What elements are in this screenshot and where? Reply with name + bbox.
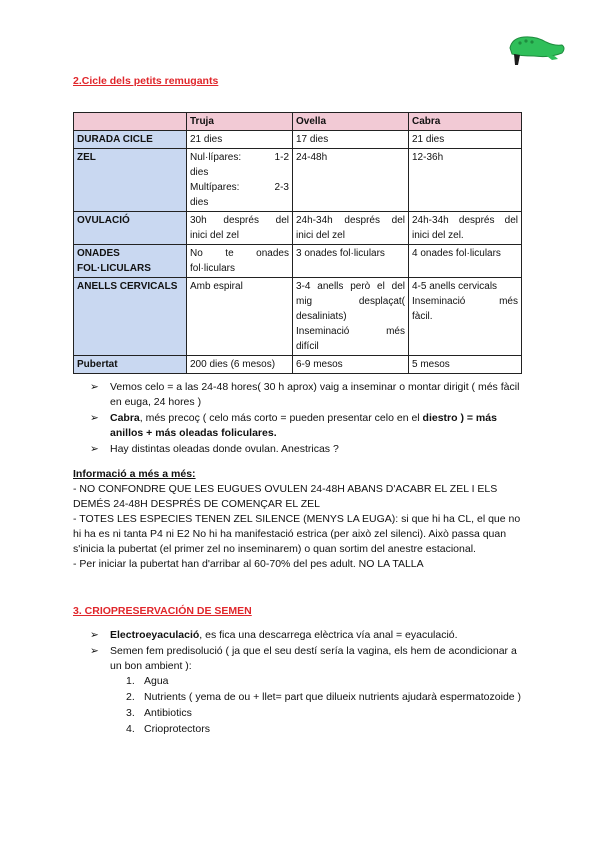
header-cell: Truja: [187, 113, 293, 131]
list-item: [90, 644, 530, 674]
list-text: Antibiotics: [144, 707, 192, 719]
info-paragraph: - NO CONFONDRE QUE LES EUGUES OVULEN 24-48H ABANS D'ACABR EL ZEL I ELS DEMÉS 24-48H DESPRÉS DE COMENÇAR EL ZEL: [73, 483, 498, 510]
table-cell: 200 dies (6 mesos): [187, 356, 293, 374]
list-text: Agua: [144, 675, 169, 687]
bullet-text: Vemos celo = a las 24-48 hores( 30 h aprox) vaig a inseminar o montar dirigit ( més fàcil en euga, 24 hores ): [110, 381, 520, 408]
table-cell: 3 onades fol·liculars: [293, 245, 409, 278]
list-text: Crioprotectors: [144, 723, 210, 735]
table-row: [74, 245, 522, 278]
list-number: 4.: [126, 723, 135, 735]
list-number: 1.: [126, 675, 135, 687]
bullet-text: Semen fem predisolució ( ja que el seu destí sería la vagina, els hem de acondicionar a un bon ambient ):: [110, 645, 517, 672]
numbered-list: [126, 674, 530, 738]
extra-info: [73, 467, 528, 572]
table-cell: 12-36h: [409, 149, 522, 212]
cell-line: No te onades: [190, 248, 289, 259]
table-cell: 17 dies: [293, 131, 409, 149]
table-row: [74, 356, 522, 374]
cell-line: 3-4 anells però el del: [296, 281, 405, 292]
table-cell: [187, 212, 293, 245]
table-cell: 21 dies: [187, 131, 293, 149]
table-cell: 5 mesos: [409, 356, 522, 374]
cell-line: 24h-34h després del: [412, 215, 518, 226]
list-item: [126, 674, 530, 689]
cell-line: fol·liculars: [190, 263, 236, 274]
cell-line: 4-5 anells cervicals: [412, 281, 498, 292]
list-item: [90, 380, 530, 410]
table-cell: [293, 278, 409, 356]
cycle-table: [73, 112, 522, 374]
arrow-bullet-icon: ➢: [90, 412, 99, 424]
cell-line: Inseminació més: [296, 326, 405, 337]
table-row: [74, 149, 522, 212]
list-number: 2.: [126, 691, 135, 703]
table-cell: [187, 149, 293, 212]
list-item: [90, 411, 530, 441]
extra-info-title: Informació a més a més:: [73, 468, 196, 480]
row-label: ANELLS CERVICALS: [74, 278, 187, 356]
table-cell: [187, 245, 293, 278]
cell-line: 30h després del: [190, 215, 289, 226]
section-3-title: 3. CRIOPRESERVACIÓN DE SEMEN: [73, 605, 252, 617]
table-cell: 6-9 mesos: [293, 356, 409, 374]
list-item: [126, 690, 530, 705]
table-cell: [409, 212, 522, 245]
list-item: [90, 442, 530, 457]
list-item: [126, 722, 530, 737]
table-cell: 4 onades fol·liculars: [409, 245, 522, 278]
table-cell: 21 dies: [409, 131, 522, 149]
table-cell: [409, 278, 522, 356]
cell-line: dies: [190, 197, 209, 208]
bullet-text: , es fica una descarrega elèctrica vía anal = eyaculació.: [199, 629, 458, 641]
bullet-bold: Cabra: [110, 412, 140, 424]
bullet-text: Hay distintas oleadas donde ovulan. Anestricas ?: [110, 443, 339, 455]
green-clog-shoe-icon: [506, 28, 566, 68]
table-cell: Amb espiral: [187, 278, 293, 356]
list-item: [90, 628, 530, 643]
table-cell: 24-48h: [293, 149, 409, 212]
bullet-text: , més precoç ( celo más corto = pueden presentar celo en el: [139, 412, 423, 424]
cell-line: 24h-34h després del: [296, 215, 405, 226]
list-number: 3.: [126, 707, 135, 719]
bullet-list-semen: [90, 628, 530, 675]
cell-line: inici del zel: [190, 230, 239, 241]
bullet-bold: diestro ) = más anillos + más oleadas foliculares.: [110, 412, 497, 439]
info-paragraph: - Per iniciar la pubertat han d'arribar al 60-70% del pes adult. NO LA TALLA: [73, 558, 424, 570]
cell-line: inici del zel.: [412, 230, 464, 241]
header-cell: Cabra: [409, 113, 522, 131]
arrow-bullet-icon: ➢: [90, 629, 99, 641]
row-label: Pubertat: [74, 356, 187, 374]
cell-line: mig desplaçat(: [296, 296, 405, 307]
row-label: DURADA CICLE: [74, 131, 187, 149]
row-label: OVULACIÓ: [74, 212, 187, 245]
table-row: [74, 278, 522, 356]
arrow-bullet-icon: ➢: [90, 381, 99, 393]
table-row: [74, 131, 522, 149]
table-row: [74, 212, 522, 245]
bullet-list-cycle: [90, 380, 530, 458]
cell-line: Nul·lípares: 1-2: [190, 152, 289, 163]
cell-line: dies: [190, 167, 209, 178]
arrow-bullet-icon: ➢: [90, 443, 99, 455]
arrow-bullet-icon: ➢: [90, 645, 99, 657]
cell-line: inici del zel: [296, 230, 345, 241]
row-label: ZEL: [74, 149, 187, 212]
cell-line: fàcil.: [412, 311, 433, 322]
cell-line: Multípares: 2-3: [190, 182, 289, 193]
list-item: [126, 706, 530, 721]
info-paragraph: - TOTES LES ESPECIES TENEN ZEL SILENCE (MENYS LA EUGA): si que hi ha CL, el que no hi ha es ni tanta P4 ni E2 No hi ha manifestació estrica (per això zel silenci). Això passa quan s'inicia la pubertat (el primer zel no inseminarem) o quan sortim del anestre estacional.: [73, 513, 521, 555]
header-cell: Ovella: [293, 113, 409, 131]
cell-line: desaliniats): [296, 311, 347, 322]
list-text: Nutrients ( yema de ou + llet= part que dilueix nutrients ajudarà espermatozoide ): [144, 691, 522, 703]
bullet-bold: Electroeyaculació: [110, 629, 200, 641]
section-2-title: 2.Cicle dels petits remugants: [73, 75, 219, 87]
table-header-row: [74, 113, 522, 131]
cell-line: difícil: [296, 341, 319, 352]
header-cell: [74, 113, 187, 131]
table-cell: [293, 212, 409, 245]
row-label: ONADES FOL·LICULARS: [74, 245, 187, 278]
cell-line: Inseminació més: [412, 296, 518, 307]
